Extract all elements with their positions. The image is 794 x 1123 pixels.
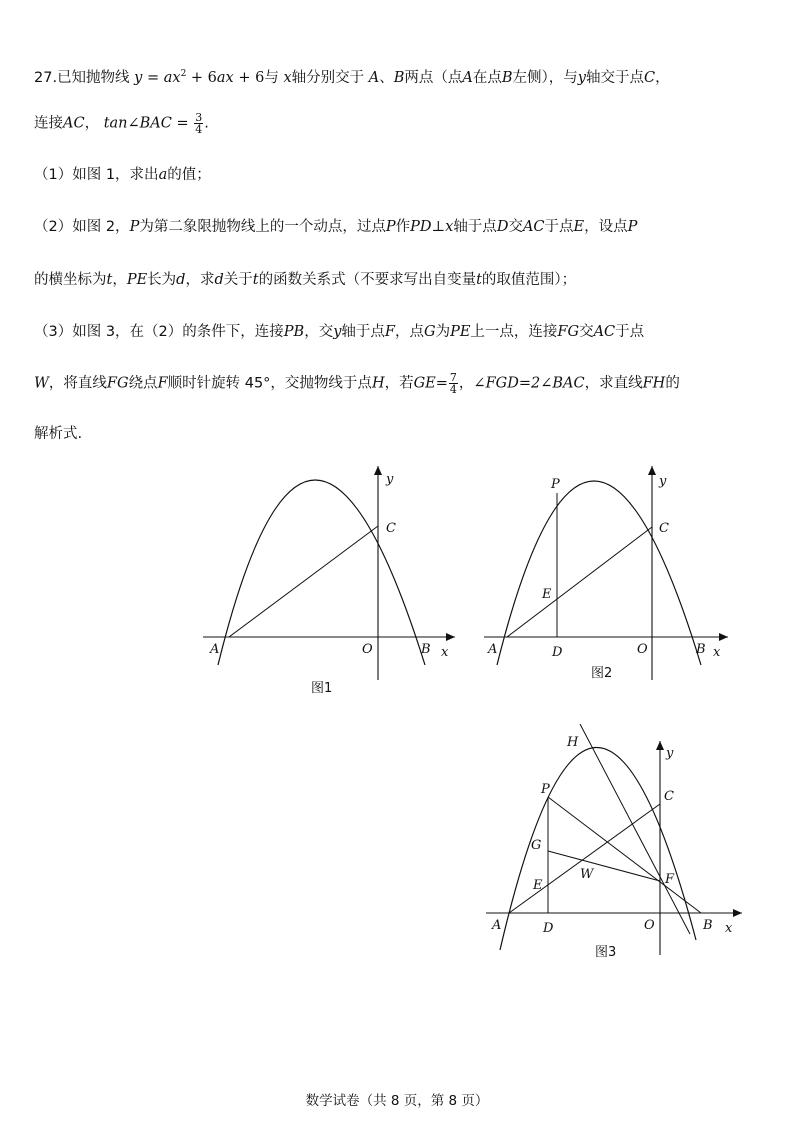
text-fragment: 连接	[34, 115, 63, 132]
text-fragment: （1）如图 1，求出	[34, 167, 159, 183]
text-fragment: GE	[413, 375, 436, 392]
text-fragment: 解析式.	[34, 426, 83, 442]
page-footer: 数学试卷（共 8 页，第 8 页）	[305, 1093, 489, 1109]
text-fragment: y	[333, 324, 342, 340]
fig2-label-p: P	[551, 477, 560, 492]
text-fragment: 上一点，连接	[470, 324, 558, 340]
fig3-segment-ac	[509, 804, 660, 913]
text-fragment: ，求	[185, 272, 215, 288]
text-fragment: AC	[593, 324, 616, 340]
fig3-label-f: F	[665, 872, 675, 887]
text-fragment: ，设点	[584, 219, 628, 235]
text-fragment: PE	[126, 272, 148, 288]
text-fragment: y	[577, 70, 586, 86]
fig3-label-a: A	[492, 918, 502, 933]
fig3-segment-pb	[548, 797, 701, 913]
text-fragment: + 6	[186, 70, 217, 86]
fig2-label-d: D	[552, 645, 563, 660]
text-fragment: .	[204, 115, 209, 132]
text-fragment: W	[34, 375, 49, 392]
fig1-label-a: A	[210, 642, 220, 657]
text-fragment: B	[501, 70, 513, 86]
text-fragment: 7	[449, 371, 457, 384]
text-fragment: x	[445, 219, 454, 235]
fig3-label-e: E	[533, 878, 543, 893]
text-fragment: 的值；	[167, 167, 211, 183]
fig3-label-b: B	[703, 918, 713, 933]
fig3-y-arrow	[656, 741, 664, 750]
text-fragment: ，	[655, 70, 670, 86]
text-fragment: E	[573, 219, 585, 235]
text-fragment: ，将直线	[48, 375, 107, 392]
text-fragment: AC	[522, 219, 545, 235]
text-fragment: ，若	[384, 375, 414, 392]
text-fragment: 在点	[472, 70, 502, 86]
text-fragment: ⊥	[431, 219, 446, 235]
text-fragment: AC	[63, 115, 85, 132]
fig2-label-a: A	[488, 642, 498, 657]
text-fragment: + 6	[233, 70, 265, 86]
text-fragment: t	[252, 272, 259, 288]
text-fragment: 的取值范围）；	[481, 272, 577, 288]
text-fragment: ，交	[304, 324, 334, 340]
fig2-caption: 图2	[591, 666, 613, 681]
text-fragment: F	[384, 324, 395, 340]
fig3-label-g: G	[531, 838, 542, 853]
text-fragment: （2）如图 2，	[34, 219, 130, 235]
text-fragment: 轴于点	[341, 324, 385, 340]
fig3-label-p: P	[541, 782, 550, 797]
text-fragment: ax	[216, 70, 234, 86]
text-fragment: x	[283, 70, 292, 86]
text-fragment: 于点	[544, 219, 574, 235]
text-fragment: 为	[435, 324, 451, 340]
text-fragment: C	[643, 70, 656, 86]
text-fragment: d	[214, 272, 224, 288]
text-fragment: 与	[264, 70, 279, 86]
text-fragment: B	[393, 70, 405, 86]
text-fragment: 作	[395, 219, 411, 235]
text-fragment: 轴分别交于	[291, 70, 365, 86]
text-fragment: 关于	[223, 272, 253, 288]
text-fragment: =	[142, 70, 164, 86]
text-fragment: 长为	[147, 272, 177, 288]
text-fragment: （3）如图 3，在（2）的条件下，连接	[34, 324, 284, 340]
fig2-label-o: O	[637, 642, 648, 657]
text-fragment: 的	[665, 375, 680, 392]
fig2-label-c: C	[659, 521, 669, 536]
text-fragment: 4	[449, 383, 457, 396]
text-fragment: 顺时针旋转 45°，交抛物线于点	[167, 375, 372, 392]
text-fragment: t	[106, 272, 113, 288]
fig2-label-y: y	[659, 474, 667, 489]
fig1-label-y: y	[386, 472, 394, 487]
fig2-label-e: E	[542, 587, 552, 602]
fig3-label-h: H	[567, 735, 579, 750]
text-fragment: ，点	[394, 324, 424, 340]
fig3-label-o: O	[644, 918, 655, 933]
parabola-equation: $y = ax^2 + 6ax + 6$	[134, 69, 265, 86]
text-fragment: 交	[508, 219, 523, 235]
fig3-label-c: C	[664, 789, 674, 804]
text-fragment: ，	[84, 115, 100, 132]
fig3-segment-gf	[548, 851, 660, 881]
fig2-label-b: B	[696, 642, 706, 657]
text-fragment: FG	[106, 375, 129, 392]
text-fragment: PB	[283, 324, 305, 340]
text-fragment: =	[171, 115, 194, 132]
text-fragment: 左侧），与	[512, 70, 578, 86]
fig3-label-d: D	[543, 921, 554, 936]
text-fragment: G	[423, 324, 436, 340]
text-fragment: F	[157, 375, 168, 392]
text-fragment: 已知抛物线	[57, 70, 130, 86]
text-fragment: y	[134, 70, 143, 86]
fig3-caption: 图3	[595, 945, 617, 960]
fig3-x-arrow	[733, 909, 742, 917]
problem-number: 27.	[34, 70, 58, 86]
text-fragment: 4	[195, 123, 203, 136]
text-fragment: t	[476, 272, 482, 288]
text-fragment: d	[176, 272, 186, 288]
text-fragment: ，	[458, 375, 474, 392]
text-fragment: a	[158, 167, 168, 183]
fig3-line-fh	[580, 724, 690, 934]
fig1-caption: 图1	[311, 681, 333, 696]
fig3-label-x: x	[725, 921, 733, 936]
fig3-label-y: y	[666, 746, 674, 761]
fig3-label-w: W	[580, 867, 594, 882]
tan-expression: tan∠BAC	[103, 115, 172, 132]
text-fragment: A	[462, 70, 473, 86]
text-fragment: =	[435, 375, 448, 392]
text-fragment: FG	[557, 324, 580, 340]
text-fragment: P	[129, 219, 140, 235]
text-fragment: ，求直线	[584, 375, 643, 392]
fig1-label-c: C	[386, 521, 396, 536]
text-fragment: ，	[112, 272, 127, 288]
fig2-label-x: x	[713, 645, 721, 660]
text-fragment: 3	[195, 111, 203, 124]
text-fragment: 于点	[615, 324, 645, 340]
text-fragment: 、	[379, 70, 394, 86]
text-fragment: A	[368, 70, 380, 86]
text-fragment: D	[496, 219, 509, 235]
text-fragment: H	[371, 375, 385, 392]
text-fragment: 轴于点	[453, 219, 497, 235]
text-fragment: ax	[163, 70, 181, 86]
text-fragment: 为第二象限抛物线上的一个动点，过点	[139, 219, 386, 235]
text-fragment: PE	[450, 324, 471, 340]
text-fragment: ∠FGD=2∠BAC	[473, 375, 585, 392]
text-fragment: 的横坐标为	[34, 272, 107, 288]
text-fragment: PD	[410, 219, 432, 235]
text-fragment: 轴交于点	[585, 70, 644, 86]
text-fragment: 绕点	[128, 375, 158, 392]
text-fragment: P	[627, 219, 638, 235]
text-fragment: P	[385, 219, 396, 235]
text-fragment: FH	[642, 375, 666, 392]
fig1-label-b: B	[421, 642, 431, 657]
text-fragment: 交	[579, 324, 594, 340]
fig1-label-x: x	[441, 645, 449, 660]
fig1-label-o: O	[362, 642, 373, 657]
text-fragment: 两点（点	[404, 70, 463, 86]
text-fragment: 的函数关系式（不要求写出自变量	[258, 272, 477, 288]
